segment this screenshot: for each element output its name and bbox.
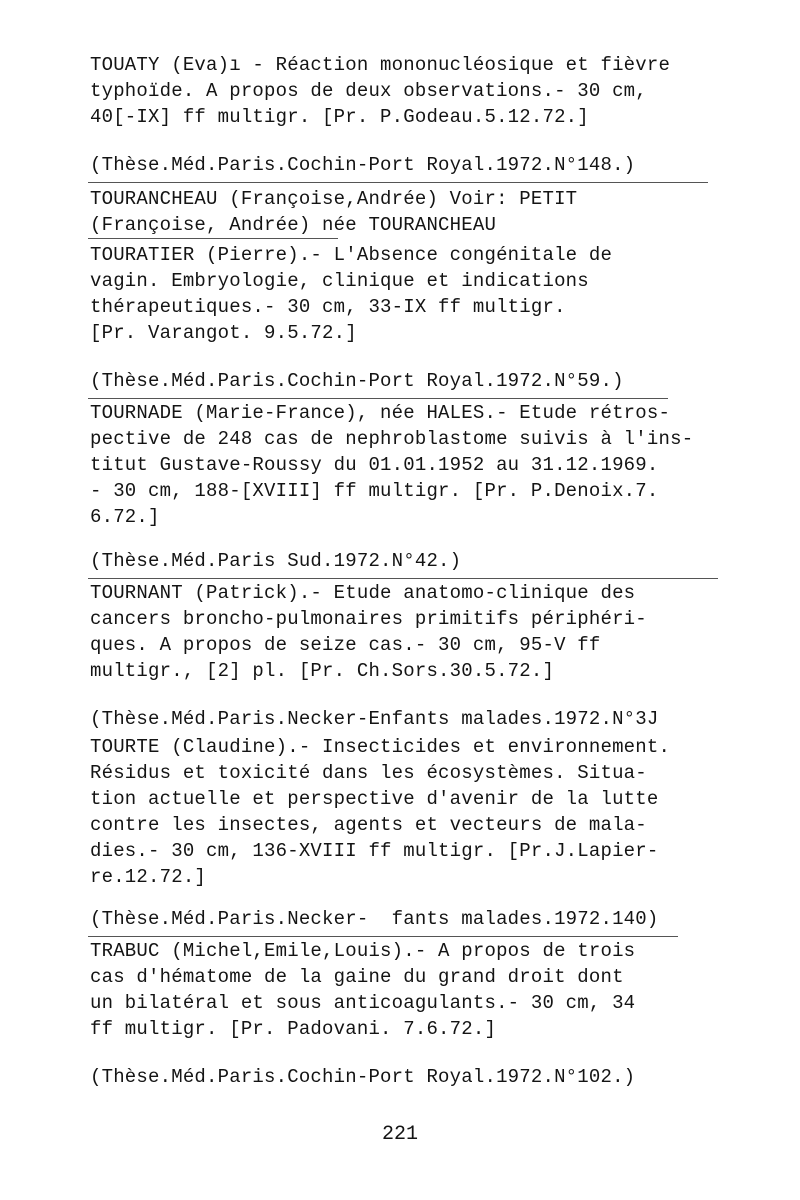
entry-line: titut Gustave-Roussy du 01.01.1952 au 31.12.1969. — [90, 454, 659, 476]
bibliography-entry — [90, 580, 730, 684]
bibliography-entry — [90, 400, 730, 530]
separator-rule — [88, 182, 708, 183]
entry-line: vagin. Embryologie, clinique et indications — [90, 270, 589, 292]
entry-line: TRABUC (Michel,Emile,Louis).- A propos de trois — [90, 940, 636, 962]
entry-line: multigr., [2] pl. [Pr. Ch.Sors.30.5.72.] — [90, 660, 555, 682]
entry-line: cancers broncho-pulmonaires primitifs périphéri- — [90, 608, 647, 630]
entry-line: thérapeutiques.- 30 cm, 33-IX ff multigr. — [90, 296, 566, 318]
entry-line: re.12.72.] — [90, 866, 207, 888]
thesis-source: (Thèse.Méd.Paris.Necker- fants malades.1972.140) — [90, 908, 659, 930]
entry-line: TOURNADE (Marie-France), née HALES.- Etude rétros- — [90, 402, 671, 424]
bibliography-entry — [90, 242, 730, 346]
thesis-source: (Thèse.Méd.Paris.Cochin-Port Royal.1972.N°102.) — [90, 1066, 636, 1088]
entry-line: typhoïde. A propos de deux observations.- 30 cm, — [90, 80, 647, 102]
entry-line: Résidus et toxicité dans les écosystèmes. Situa- — [90, 762, 647, 784]
entry-line: ques. A propos de seize cas.- 30 cm, 95-V ff — [90, 634, 601, 656]
entry-line: TOURANCHEAU (Françoise,Andrée) Voir: PETIT — [90, 188, 578, 210]
thesis-source: (Thèse.Méd.Paris.Cochin-Port Royal.1972.N°148.) — [90, 154, 636, 176]
separator-rule — [88, 578, 718, 579]
entry-line: un bilatéral et sous anticoagulants.- 30 cm, 34 — [90, 992, 636, 1014]
entry-line: cas d'hématome de la gaine du grand droit dont — [90, 966, 624, 988]
bibliography-entry — [90, 938, 730, 1042]
separator-rule — [88, 936, 678, 937]
page-number: 221 — [381, 1123, 418, 1146]
entry-line: 40[-IX] ff multigr. [Pr. P.Godeau.5.12.72.] — [90, 106, 589, 128]
entry-line: tion actuelle et perspective d'avenir de la lutte — [90, 788, 659, 810]
entry-line: TOURATIER (Pierre).- L'Absence congénitale de — [90, 244, 613, 266]
bibliography-entry — [90, 186, 730, 238]
entry-line: [Pr. Varangot. 9.5.72.] — [90, 322, 357, 344]
thesis-source: (Thèse.Méd.Paris Sud.1972.N°42.) — [90, 550, 462, 572]
thesis-source: (Thèse.Méd.Paris.Cochin-Port Royal.1972.N°59.) — [90, 370, 624, 392]
entry-line: TOUATY (Eva)ı - Réaction mononucléosique et fièvre — [90, 54, 671, 76]
bibliography-entry — [90, 734, 730, 890]
entry-line: (Françoise, Andrée) née TOURANCHEAU — [90, 214, 497, 236]
entry-line: 6.72.] — [90, 506, 160, 528]
entry-line: ff multigr. [Pr. Padovani. 7.6.72.] — [90, 1018, 497, 1040]
separator-rule — [88, 398, 668, 399]
separator-rule — [88, 238, 338, 239]
entry-line: TOURNANT (Patrick).- Etude anatomo-clinique des — [90, 582, 636, 604]
entry-line: dies.- 30 cm, 136-XVIII ff multigr. [Pr.J.Lapier- — [90, 840, 659, 862]
entry-line: - 30 cm, 188-[XVIII] ff multigr. [Pr. P.Denoix.7. — [90, 480, 659, 502]
entry-line: pective de 248 cas de nephroblastome suivis à l'ins- — [90, 428, 694, 450]
entry-line: contre les insectes, agents et vecteurs de mala- — [90, 814, 647, 836]
thesis-source: (Thèse.Méd.Paris.Necker-Enfants malades.1972.N°3J — [90, 708, 659, 730]
entry-line: TOURTE (Claudine).- Insecticides et environnement. — [90, 736, 671, 758]
bibliography-entry — [90, 52, 730, 130]
